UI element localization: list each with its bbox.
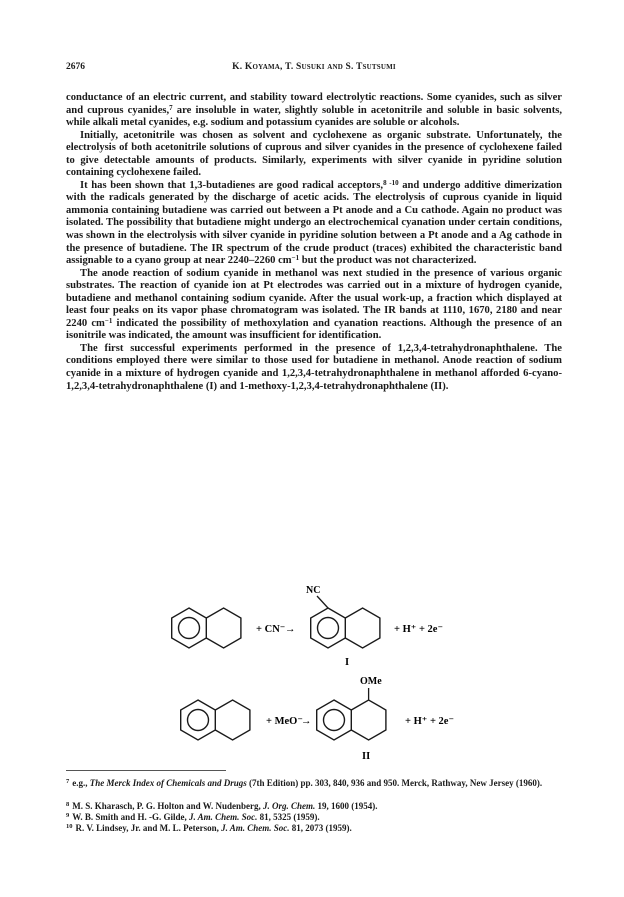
text-run: e.g., — [72, 778, 90, 788]
reaction-arrow: → — [301, 716, 312, 727]
text-run: 81, 2073 (1959). — [289, 823, 352, 833]
footnote-rule — [66, 770, 226, 771]
reagent-methoxide: + MeO⁻ — [266, 716, 303, 727]
text-run: and undergo additive dimerization with the radicals generated by the discharge of acetic acids. The electrolysis of cuprous cyanide in liquid ammonia containing butadiene was carried out between a Pt anode and a Cu cathode. Again no product was isolated. The possibility that butadiene might undergo an electrochemical cyanation under certain conditions, was shown in the electrolysis with silver cyanide in pyridine solution between a Pt anode and a Ag cathode in the presence of butadiene. The IR spectrum of the crude product (traces) exhibited the characteristic band assignable to a cyano group at near 2240–2260 cm — [66, 179, 562, 267]
cyano-tetralin-structure — [311, 608, 380, 648]
text-run: conductance of an electric current, and stability toward electrolytic reactions. Some cyanides, such as silver and cuprous cyanides, — [66, 92, 562, 116]
footnote — [66, 776, 570, 789]
text-run: The first successful experiments performed in the presence of 1,2,3,4-tetrahydronaphthalene. The conditions employed there were similar to those used for butadiene in methanol. Anode reaction of sodium cyanide in a mixture of hydrogen cyanide and 1,2,3,4-tetrahydronaphthalene in methanol afforded 6-cyano-1,2,3,4-tetrahydronaphthalene (I) and 1-methoxy-1,2,3,4-tetrahydronaphthalene (II). — [66, 342, 562, 392]
journal-title: J. Am. Chem. Soc. — [188, 812, 258, 822]
text-run: but the product was not characterized. — [299, 255, 477, 267]
reference-superscript: 7 — [169, 103, 173, 112]
text-run: M. S. Kharasch, P. G. Holton and W. Nudenberg, — [72, 801, 263, 811]
reference-superscript: 8 -10 — [383, 178, 399, 187]
text-run: (7th Edition) pp. 303, 840, 936 and 950. Merck, Rathway, New Jersey (1960). — [246, 778, 543, 788]
footnote-number: 7 — [66, 778, 70, 785]
footnote-number: 10 — [66, 823, 73, 830]
compound-label-I: I — [345, 657, 350, 668]
page-number: 2676 — [66, 62, 85, 72]
tetralin-structure — [172, 608, 241, 648]
tetralin-structure — [181, 700, 250, 740]
text-run: It has been shown that 1,3-butadienes are good radical acceptors, — [80, 179, 384, 191]
reaction-arrow: → — [285, 624, 296, 635]
products-1: + H⁺ + 2e⁻ — [394, 624, 444, 635]
reference-superscript: −1 — [104, 316, 113, 325]
ome-substituent: OMe — [360, 676, 382, 687]
text-run: are insoluble in water, slightly soluble in acetonitrile and soluble in basic solvents, while alkali metal cyanides, e.g. sodium and potassium cyanides are soluble or alcohols. — [66, 104, 562, 129]
text-run: 81, 5325 (1959). — [257, 812, 320, 822]
reagent-cyanide: + CN⁻ — [256, 624, 286, 635]
compound-label-II: II — [362, 751, 371, 762]
text-run: indicated the possibility of methoxylation and cyanation reactions. Although the presence of an isonitrile was indicated, the amount was insufficient for identification. — [66, 317, 562, 342]
products-2: + H⁺ + 2e⁻ — [405, 716, 455, 727]
journal-title: J. Am. Chem. Soc. — [221, 823, 290, 833]
text-run: Initially, acetonitrile was chosen as solvent and cyclohexene as organic substrate. Unfortunately, the electrolysis of both acetonitrile solutions of cuprous and silver cyanides in the presence of cyclohexene failed to give detectable amounts of products. Similarly, experiments with silver cyanide in pyridine solution containing cyclohexene failed. — [66, 129, 562, 179]
footnote — [66, 821, 562, 834]
text-run: The anode reaction of sodium cyanide in methanol was next studied in the presence of various organic substrates. The reaction of cyanide ion at Pt electrodes was carried out in a mixture of hydrogen cyanide, butadiene and methanol containing sodium cyanide. After the usual work-up, a fraction which displayed at least four peaks on its vapor phase chromatogram was isolated. The IR bands at 1110, 1670, 2180 and near 2240 cm — [66, 267, 562, 329]
journal-title: The Merck Index of Chemicals and Drugs — [89, 778, 247, 788]
text-run: R. V. Lindsey, Jr. and M. L. Peterson, — [75, 823, 222, 833]
nc-substituent: NC — [306, 585, 321, 596]
text-run: 19, 1600 (1954). — [315, 801, 378, 811]
methoxy-tetralin-structure — [317, 700, 386, 740]
journal-title: J. Org. Chem. — [262, 801, 316, 811]
footnote-number: 8 — [66, 801, 70, 808]
text-run: W. B. Smith and H. -G. Gilde, — [72, 812, 189, 822]
reference-superscript: −1 — [291, 254, 300, 263]
footnote-number: 9 — [66, 812, 70, 819]
running-authors: K. Koyama, T. Susuki and S. Tsutsumi — [232, 62, 396, 72]
